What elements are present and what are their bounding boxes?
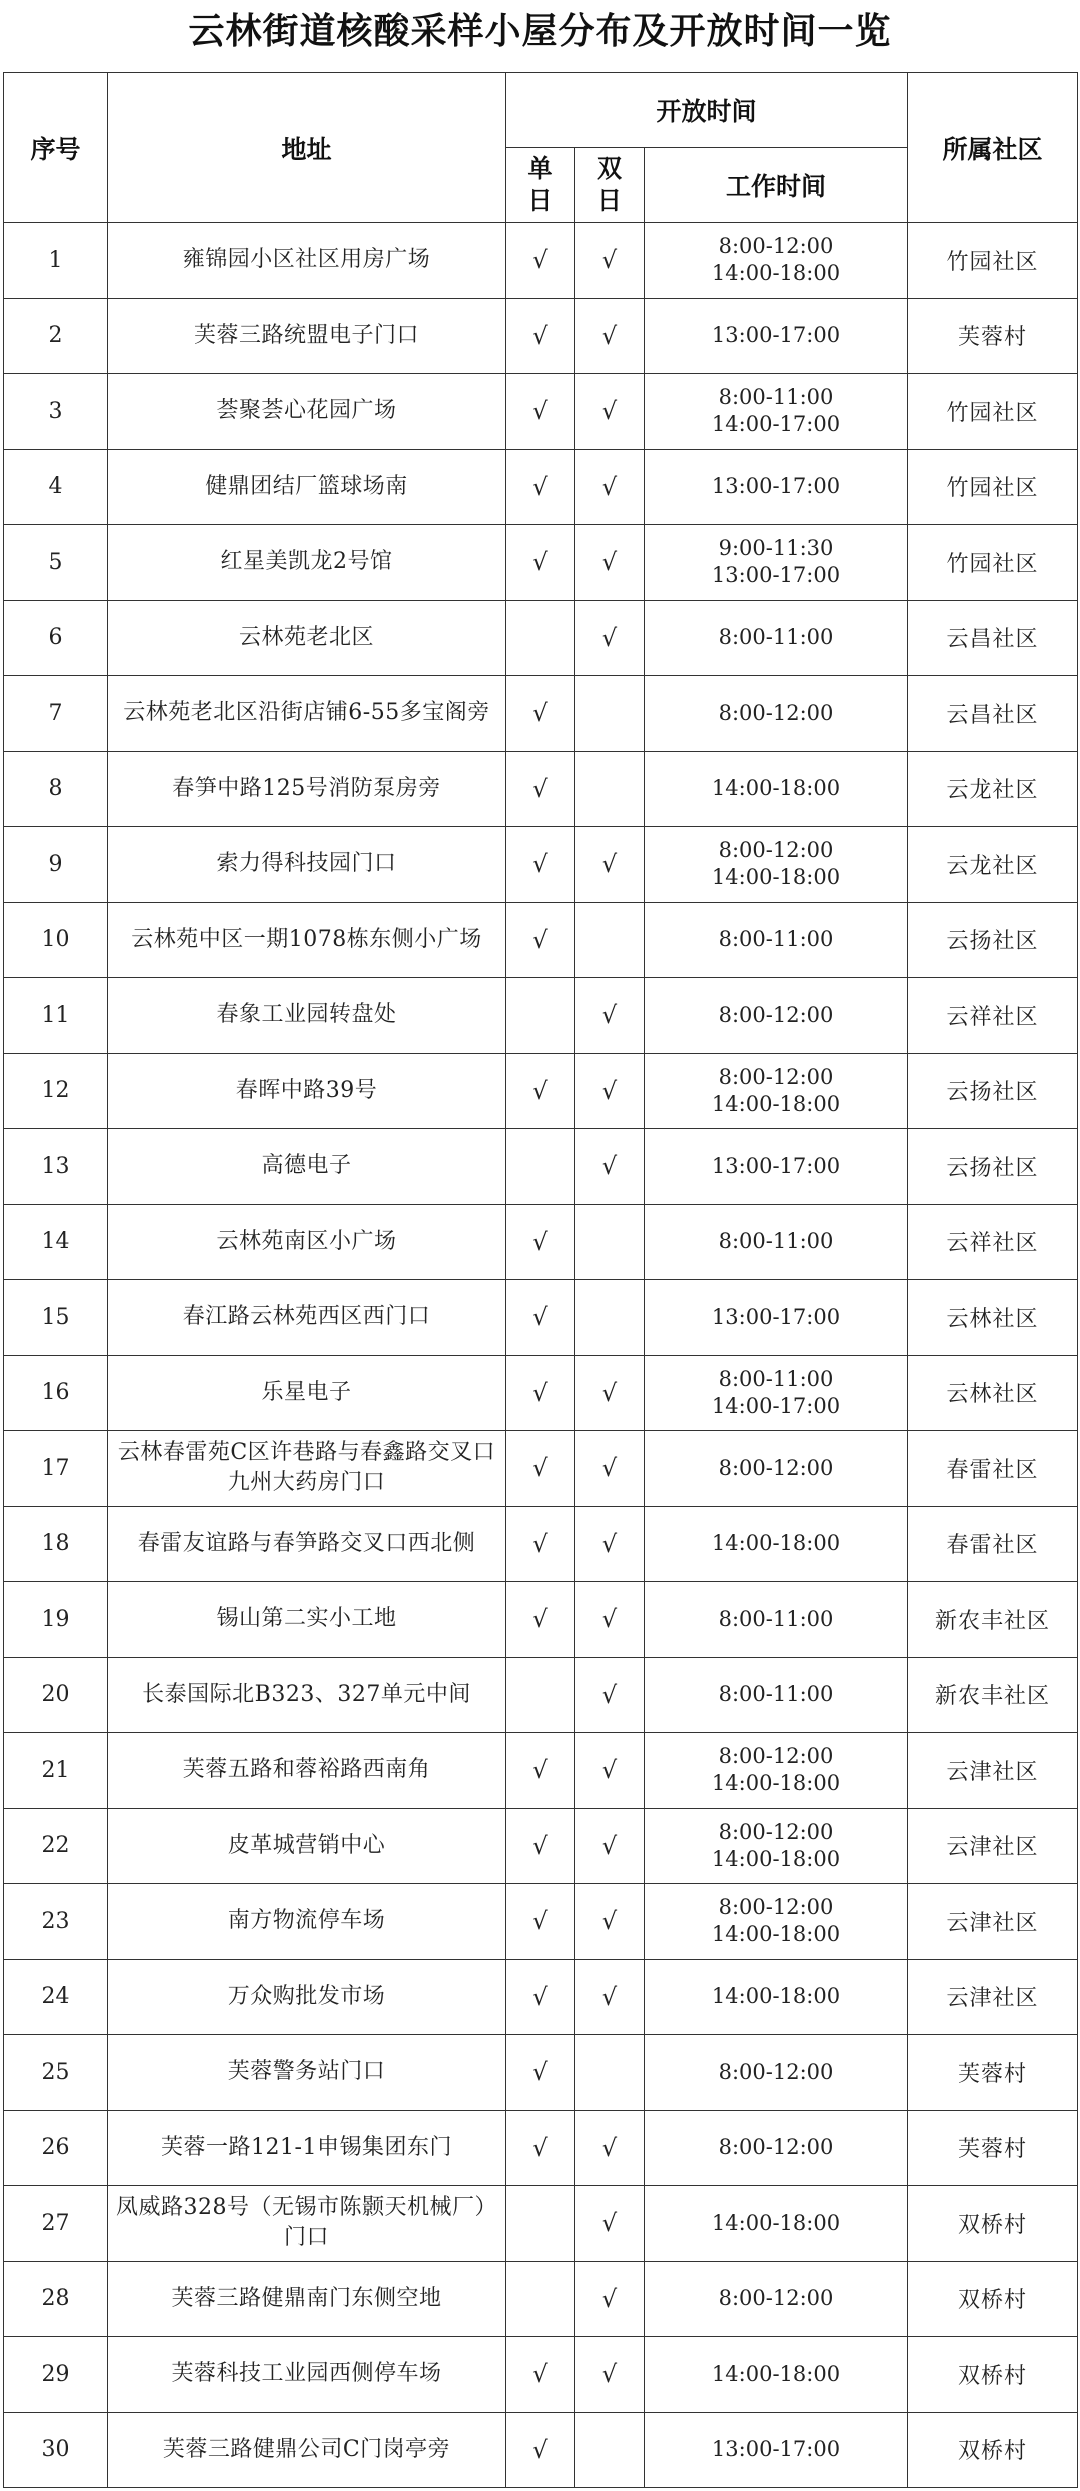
row-community: 云津社区 xyxy=(908,1884,1078,1960)
row-work-time-slot: 8:00-11:00 xyxy=(718,1366,834,1391)
row-single-day-check: √ xyxy=(506,374,575,450)
row-work-time xyxy=(645,1355,908,1431)
table-row xyxy=(4,751,1078,827)
row-work-time-slot: 8:00-11:00 xyxy=(718,927,834,952)
row-community: 竹园社区 xyxy=(908,525,1078,601)
row-work-time-slot: 8:00-12:00 xyxy=(718,1002,834,1027)
row-community: 云津社区 xyxy=(908,1959,1078,2035)
row-work-time xyxy=(645,827,908,903)
row-index: 20 xyxy=(4,1657,108,1733)
row-community: 云林社区 xyxy=(908,1280,1078,1356)
row-address: 乐星电子 xyxy=(108,1355,506,1431)
row-community: 竹园社区 xyxy=(908,374,1078,450)
table-row xyxy=(4,2110,1078,2186)
row-address: 健鼎团结厂篮球场南 xyxy=(108,449,506,525)
row-work-time-slot: 14:00-18:00 xyxy=(711,1984,841,2009)
row-single-day-check: √ xyxy=(506,1733,575,1809)
row-community: 春雷社区 xyxy=(908,1431,1078,1507)
row-double-day-check: √ xyxy=(575,1506,645,1582)
table-row xyxy=(4,676,1078,752)
header-single-day xyxy=(506,148,575,223)
row-double-day-check: √ xyxy=(575,2261,645,2337)
table-row xyxy=(4,1129,1078,1205)
row-work-time-slot: 14:00-18:00 xyxy=(711,1846,841,1871)
row-address: 芙蓉三路健鼎公司C门岗亭旁 xyxy=(108,2412,506,2488)
row-double-day-check: √ xyxy=(575,298,645,374)
row-community: 竹园社区 xyxy=(908,223,1078,299)
sampling-hut-table xyxy=(3,72,1078,2488)
row-address: 云林春雷苑C区许巷路与春鑫路交叉口九州大药房门口 xyxy=(108,1431,506,1507)
row-community: 云扬社区 xyxy=(908,1053,1078,1129)
row-community: 双桥村 xyxy=(908,2261,1078,2337)
row-work-time-slot: 14:00-17:00 xyxy=(711,1393,841,1418)
row-community: 云津社区 xyxy=(908,1808,1078,1884)
row-work-time xyxy=(645,978,908,1054)
row-single-day-check: √ xyxy=(506,2035,575,2111)
row-index: 27 xyxy=(4,2186,108,2262)
row-address: 春象工业园转盘处 xyxy=(108,978,506,1054)
row-index: 8 xyxy=(4,751,108,827)
row-index: 25 xyxy=(4,2035,108,2111)
header-single-day-line1: 单 xyxy=(527,154,553,183)
row-index: 10 xyxy=(4,902,108,978)
row-address: 芙蓉五路和蓉裕路西南角 xyxy=(108,1733,506,1809)
row-work-time xyxy=(645,374,908,450)
row-address: 索力得科技园门口 xyxy=(108,827,506,903)
row-work-time-slot: 14:00-18:00 xyxy=(711,2361,841,2386)
row-double-day-check: √ xyxy=(575,827,645,903)
row-index: 9 xyxy=(4,827,108,903)
row-single-day-check: √ xyxy=(506,827,575,903)
row-work-time xyxy=(645,1884,908,1960)
row-double-day-check xyxy=(575,1280,645,1356)
row-double-day-check: √ xyxy=(575,1053,645,1129)
row-single-day-check: √ xyxy=(506,298,575,374)
row-work-time-slot: 13:00-17:00 xyxy=(711,563,841,588)
row-work-time-slot: 8:00-12:00 xyxy=(718,1064,834,1089)
row-work-time-slot: 8:00-12:00 xyxy=(718,2059,834,2084)
row-work-time-slot: 14:00-18:00 xyxy=(711,1922,841,1947)
row-work-time xyxy=(645,1582,908,1658)
table-body xyxy=(4,223,1078,2488)
row-index: 17 xyxy=(4,1431,108,1507)
row-single-day-check: √ xyxy=(506,1884,575,1960)
row-work-time-slot: 14:00-18:00 xyxy=(711,776,841,801)
row-community: 芙蓉村 xyxy=(908,2035,1078,2111)
row-work-time xyxy=(645,2186,908,2262)
row-address: 凤威路328号（无锡市陈颢天机械厂）门口 xyxy=(108,2186,506,2262)
row-community: 云津社区 xyxy=(908,1733,1078,1809)
header-double-day xyxy=(575,148,645,223)
row-work-time-slot: 8:00-12:00 xyxy=(718,1819,834,1844)
table-row xyxy=(4,1506,1078,1582)
row-work-time-slot: 13:00-17:00 xyxy=(711,323,841,348)
row-community: 双桥村 xyxy=(908,2337,1078,2413)
row-work-time xyxy=(645,2035,908,2111)
row-single-day-check: √ xyxy=(506,1204,575,1280)
row-double-day-check xyxy=(575,2035,645,2111)
header-address: 地址 xyxy=(108,73,506,223)
header-double-day-line2: 日 xyxy=(596,186,622,215)
row-double-day-check: √ xyxy=(575,525,645,601)
row-address: 春雷友谊路与春笋路交叉口西北侧 xyxy=(108,1506,506,1582)
row-address: 荟聚荟心花园广场 xyxy=(108,374,506,450)
row-work-time xyxy=(645,600,908,676)
table-row xyxy=(4,2412,1078,2488)
row-address: 芙蓉警务站门口 xyxy=(108,2035,506,2111)
row-community: 云龙社区 xyxy=(908,751,1078,827)
row-work-time xyxy=(645,2412,908,2488)
row-single-day-check: √ xyxy=(506,1280,575,1356)
row-work-time-slot: 8:00-12:00 xyxy=(718,700,834,725)
page-title: 云林街道核酸采样小屋分布及开放时间一览 xyxy=(188,11,892,52)
row-work-time xyxy=(645,2110,908,2186)
header-index: 序号 xyxy=(4,73,108,223)
row-double-day-check: √ xyxy=(575,2186,645,2262)
row-double-day-check xyxy=(575,751,645,827)
row-single-day-check: √ xyxy=(506,223,575,299)
row-work-time xyxy=(645,1129,908,1205)
row-index: 3 xyxy=(4,374,108,450)
row-index: 24 xyxy=(4,1959,108,2035)
row-double-day-check: √ xyxy=(575,978,645,1054)
row-index: 21 xyxy=(4,1733,108,1809)
row-work-time-slot: 8:00-11:00 xyxy=(718,1682,834,1707)
row-double-day-check: √ xyxy=(575,1355,645,1431)
row-single-day-check: √ xyxy=(506,2337,575,2413)
row-community: 云昌社区 xyxy=(908,676,1078,752)
row-work-time xyxy=(645,1959,908,2035)
row-index: 13 xyxy=(4,1129,108,1205)
table-row xyxy=(4,1053,1078,1129)
row-community: 芙蓉村 xyxy=(908,298,1078,374)
header-double-day-line1: 双 xyxy=(596,154,622,183)
table-row xyxy=(4,1808,1078,1884)
row-index: 14 xyxy=(4,1204,108,1280)
table-row xyxy=(4,902,1078,978)
row-index: 23 xyxy=(4,1884,108,1960)
row-single-day-check: √ xyxy=(506,1808,575,1884)
header-single-day-line2: 日 xyxy=(527,186,553,215)
row-index: 4 xyxy=(4,449,108,525)
row-work-time-slot: 8:00-11:00 xyxy=(718,625,834,650)
row-address: 雍锦园小区社区用房广场 xyxy=(108,223,506,299)
row-address: 云林苑老北区沿街店铺6-55多宝阁旁 xyxy=(108,676,506,752)
row-index: 26 xyxy=(4,2110,108,2186)
row-double-day-check: √ xyxy=(575,1582,645,1658)
row-work-time-slot: 8:00-12:00 xyxy=(718,2135,834,2160)
row-community: 云祥社区 xyxy=(908,1204,1078,1280)
row-address: 云林苑老北区 xyxy=(108,600,506,676)
row-double-day-check: √ xyxy=(575,1959,645,2035)
row-work-time-slot: 13:00-17:00 xyxy=(711,1153,841,1178)
row-address: 芙蓉三路统盟电子门口 xyxy=(108,298,506,374)
table-row xyxy=(4,1355,1078,1431)
row-work-time xyxy=(645,751,908,827)
row-work-time xyxy=(645,1657,908,1733)
row-work-time xyxy=(645,1506,908,1582)
table-row xyxy=(4,223,1078,299)
row-address: 春晖中路39号 xyxy=(108,1053,506,1129)
row-single-day-check: √ xyxy=(506,676,575,752)
row-single-day-check: √ xyxy=(506,1959,575,2035)
row-single-day-check: √ xyxy=(506,1053,575,1129)
row-single-day-check: √ xyxy=(506,1582,575,1658)
table-row xyxy=(4,600,1078,676)
row-double-day-check: √ xyxy=(575,1129,645,1205)
row-work-time-slot: 8:00-11:00 xyxy=(718,1229,834,1254)
row-single-day-check xyxy=(506,1657,575,1733)
header-work-time: 工作时间 xyxy=(645,148,908,223)
row-double-day-check: √ xyxy=(575,2337,645,2413)
row-work-time-slot: 8:00-11:00 xyxy=(718,385,834,410)
table-row xyxy=(4,1280,1078,1356)
row-address: 芙蓉科技工业园西侧停车场 xyxy=(108,2337,506,2413)
row-work-time xyxy=(645,223,908,299)
row-work-time xyxy=(645,525,908,601)
row-index: 28 xyxy=(4,2261,108,2337)
row-single-day-check: √ xyxy=(506,449,575,525)
row-address: 春笋中路125号消防泵房旁 xyxy=(108,751,506,827)
row-community: 芙蓉村 xyxy=(908,2110,1078,2186)
row-work-time xyxy=(645,1280,908,1356)
row-community: 云龙社区 xyxy=(908,827,1078,903)
row-single-day-check: √ xyxy=(506,1506,575,1582)
table-row xyxy=(4,2261,1078,2337)
row-single-day-check xyxy=(506,978,575,1054)
row-index: 5 xyxy=(4,525,108,601)
row-work-time xyxy=(645,1733,908,1809)
row-work-time-slot: 13:00-17:00 xyxy=(711,474,841,499)
row-index: 16 xyxy=(4,1355,108,1431)
row-work-time-slot: 8:00-11:00 xyxy=(718,1606,834,1631)
row-work-time xyxy=(645,1431,908,1507)
row-address: 芙蓉三路健鼎南门东侧空地 xyxy=(108,2261,506,2337)
row-work-time-slot: 14:00-18:00 xyxy=(711,1771,841,1796)
table-row xyxy=(4,1431,1078,1507)
row-address: 锡山第二实小工地 xyxy=(108,1582,506,1658)
table-row xyxy=(4,1204,1078,1280)
table-row xyxy=(4,1582,1078,1658)
row-work-time-slot: 14:00-18:00 xyxy=(711,261,841,286)
row-index: 15 xyxy=(4,1280,108,1356)
row-double-day-check: √ xyxy=(575,2110,645,2186)
row-work-time-slot: 8:00-12:00 xyxy=(718,838,834,863)
row-single-day-check xyxy=(506,1129,575,1205)
row-work-time xyxy=(645,2261,908,2337)
row-work-time xyxy=(645,1204,908,1280)
row-address: 万众购批发市场 xyxy=(108,1959,506,2035)
row-double-day-check: √ xyxy=(575,374,645,450)
row-work-time xyxy=(645,1808,908,1884)
row-address: 高德电子 xyxy=(108,1129,506,1205)
row-work-time-slot: 8:00-12:00 xyxy=(718,2286,834,2311)
row-work-time xyxy=(645,1053,908,1129)
table-row xyxy=(4,298,1078,374)
row-work-time-slot: 9:00-11:30 xyxy=(718,536,834,561)
row-index: 29 xyxy=(4,2337,108,2413)
row-community: 双桥村 xyxy=(908,2186,1078,2262)
row-community: 双桥村 xyxy=(908,2412,1078,2488)
table-header xyxy=(4,73,1078,223)
row-community: 春雷社区 xyxy=(908,1506,1078,1582)
row-single-day-check: √ xyxy=(506,2110,575,2186)
row-community: 云林社区 xyxy=(908,1355,1078,1431)
table-row xyxy=(4,1657,1078,1733)
row-double-day-check: √ xyxy=(575,449,645,525)
row-address: 芙蓉一路121-1申锡集团东门 xyxy=(108,2110,506,2186)
row-work-time-slot: 8:00-12:00 xyxy=(718,1744,834,1769)
table-row xyxy=(4,1959,1078,2035)
row-address: 红星美凯龙2号馆 xyxy=(108,525,506,601)
row-address: 皮革城营销中心 xyxy=(108,1808,506,1884)
row-work-time-slot: 14:00-18:00 xyxy=(711,1531,841,1556)
header-open-time: 开放时间 xyxy=(506,73,908,148)
row-community: 竹园社区 xyxy=(908,449,1078,525)
row-double-day-check: √ xyxy=(575,1884,645,1960)
row-community: 新农丰社区 xyxy=(908,1657,1078,1733)
table-row xyxy=(4,2337,1078,2413)
row-double-day-check xyxy=(575,1204,645,1280)
table-row xyxy=(4,1884,1078,1960)
table-row xyxy=(4,449,1078,525)
row-work-time-slot: 14:00-17:00 xyxy=(711,412,841,437)
row-work-time-slot: 8:00-12:00 xyxy=(718,234,834,259)
header-community: 所属社区 xyxy=(908,73,1078,223)
row-address: 云林苑中区一期1078栋东侧小广场 xyxy=(108,902,506,978)
row-community: 云祥社区 xyxy=(908,978,1078,1054)
row-double-day-check: √ xyxy=(575,223,645,299)
row-double-day-check xyxy=(575,2412,645,2488)
row-work-time xyxy=(645,298,908,374)
row-community: 云扬社区 xyxy=(908,902,1078,978)
row-single-day-check: √ xyxy=(506,1431,575,1507)
table-row xyxy=(4,1733,1078,1809)
row-double-day-check: √ xyxy=(575,1431,645,1507)
row-address: 南方物流停车场 xyxy=(108,1884,506,1960)
table-row xyxy=(4,978,1078,1054)
row-single-day-check: √ xyxy=(506,751,575,827)
row-index: 11 xyxy=(4,978,108,1054)
row-single-day-check: √ xyxy=(506,902,575,978)
row-work-time-slot: 14:00-18:00 xyxy=(711,1091,841,1116)
row-double-day-check: √ xyxy=(575,1808,645,1884)
row-work-time xyxy=(645,676,908,752)
row-single-day-check: √ xyxy=(506,1355,575,1431)
row-work-time xyxy=(645,902,908,978)
row-index: 1 xyxy=(4,223,108,299)
table-row xyxy=(4,374,1078,450)
row-address: 春江路云林苑西区西门口 xyxy=(108,1280,506,1356)
row-community: 云昌社区 xyxy=(908,600,1078,676)
row-work-time xyxy=(645,449,908,525)
row-address: 云林苑南区小广场 xyxy=(108,1204,506,1280)
row-double-day-check xyxy=(575,902,645,978)
row-community: 云扬社区 xyxy=(908,1129,1078,1205)
row-work-time-slot: 8:00-12:00 xyxy=(718,1455,834,1480)
row-single-day-check: √ xyxy=(506,2412,575,2488)
row-index: 18 xyxy=(4,1506,108,1582)
row-index: 30 xyxy=(4,2412,108,2488)
row-single-day-check xyxy=(506,2186,575,2262)
row-address: 长泰国际北B323、327单元中间 xyxy=(108,1657,506,1733)
row-double-day-check xyxy=(575,676,645,752)
row-single-day-check xyxy=(506,600,575,676)
row-work-time-slot: 13:00-17:00 xyxy=(711,2437,841,2462)
row-double-day-check: √ xyxy=(575,600,645,676)
row-work-time-slot: 8:00-12:00 xyxy=(718,1895,834,1920)
row-work-time-slot: 14:00-18:00 xyxy=(711,2210,841,2235)
row-index: 22 xyxy=(4,1808,108,1884)
row-index: 7 xyxy=(4,676,108,752)
row-double-day-check: √ xyxy=(575,1657,645,1733)
row-index: 6 xyxy=(4,600,108,676)
table-row xyxy=(4,2186,1078,2262)
row-index: 2 xyxy=(4,298,108,374)
row-work-time-slot: 14:00-18:00 xyxy=(711,865,841,890)
row-index: 12 xyxy=(4,1053,108,1129)
row-single-day-check xyxy=(506,2261,575,2337)
row-index: 19 xyxy=(4,1582,108,1658)
row-work-time xyxy=(645,2337,908,2413)
row-single-day-check: √ xyxy=(506,525,575,601)
row-work-time-slot: 13:00-17:00 xyxy=(711,1304,841,1329)
table-row xyxy=(4,827,1078,903)
table-row xyxy=(4,525,1078,601)
table-row xyxy=(4,2035,1078,2111)
row-community: 新农丰社区 xyxy=(908,1582,1078,1658)
row-double-day-check: √ xyxy=(575,1733,645,1809)
